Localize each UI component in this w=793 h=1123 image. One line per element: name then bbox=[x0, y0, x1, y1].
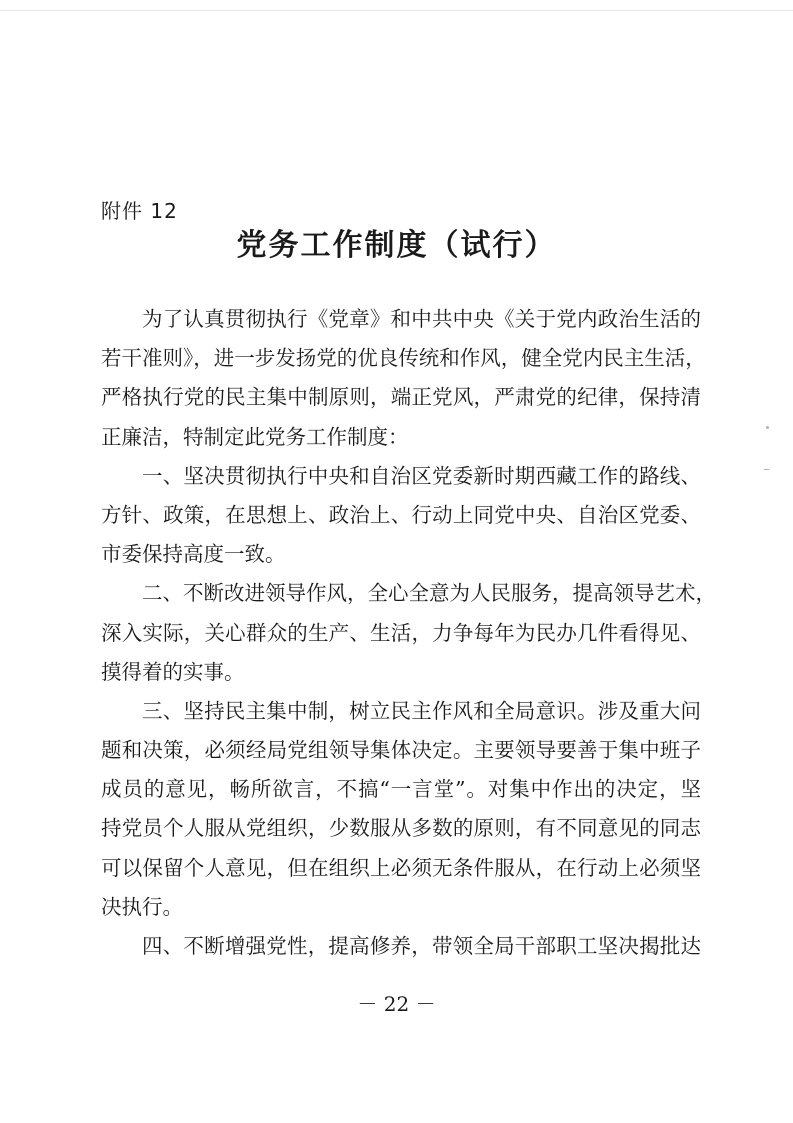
body-line: 题和决策，必须经局党组领导集体决定。主要领导要善于集中班子 bbox=[101, 738, 701, 763]
body-line: 正廉洁，特制定此党务工作制度： bbox=[101, 424, 409, 449]
body-line: 可以保留个人意见，但在组织上必须无条件服从，在行动上必须坚 bbox=[101, 855, 701, 880]
document-body bbox=[101, 300, 716, 966]
body-line: 为了认真贯彻执行《党章》和中共中央《关于党内政治生活的 bbox=[142, 307, 701, 331]
body-line: 摸得着的实事。 bbox=[101, 659, 245, 684]
body-line: 二、不断改进领导作风，全心全意为人民服务，提高领导艺术， bbox=[142, 581, 716, 606]
body-line: 若干准则》，进一步发扬党的优良传统和作风，健全党内民主生活， bbox=[101, 346, 706, 371]
body-line: 三、坚持民主集中制，树立民主作风和全局意识。涉及重大问 bbox=[142, 698, 701, 723]
page-number: － 22 － bbox=[357, 992, 436, 1016]
body-line: 深入实际，关心群众的生产、生活，力争每年为民办几件看得见、 bbox=[101, 620, 701, 645]
document-title: 党务工作制度（试行） bbox=[236, 228, 557, 263]
body-line: 方针、政策，在思想上、政治上、行动上同党中央、自治区党委、 bbox=[101, 502, 701, 527]
page-top-edge bbox=[0, 10, 793, 11]
scan-speck bbox=[764, 469, 769, 470]
body-line: 一、坚决贯彻执行中央和自治区党委新时期西藏工作的路线、 bbox=[142, 463, 701, 488]
body-line: 四、不断增强党性，提高修养，带领全局干部职工坚决揭批达 bbox=[142, 934, 701, 958]
body-line: 成员的意见，畅所欲言，不搞“一言堂”。对集中作出的决定，坚 bbox=[101, 777, 701, 802]
body-line: 市委保持高度一致。 bbox=[101, 542, 286, 567]
body-line: 决执行。 bbox=[101, 894, 183, 919]
scan-speck bbox=[766, 426, 769, 429]
attachment-label: 附件 12 bbox=[101, 199, 178, 223]
body-line: 持党员个人服从党组织，少数服从多数的原则，有不同意见的同志 bbox=[101, 816, 701, 841]
body-line: 严格执行党的民主集中制原则，端正党风，严肃党的纪律，保持清 bbox=[101, 385, 701, 410]
